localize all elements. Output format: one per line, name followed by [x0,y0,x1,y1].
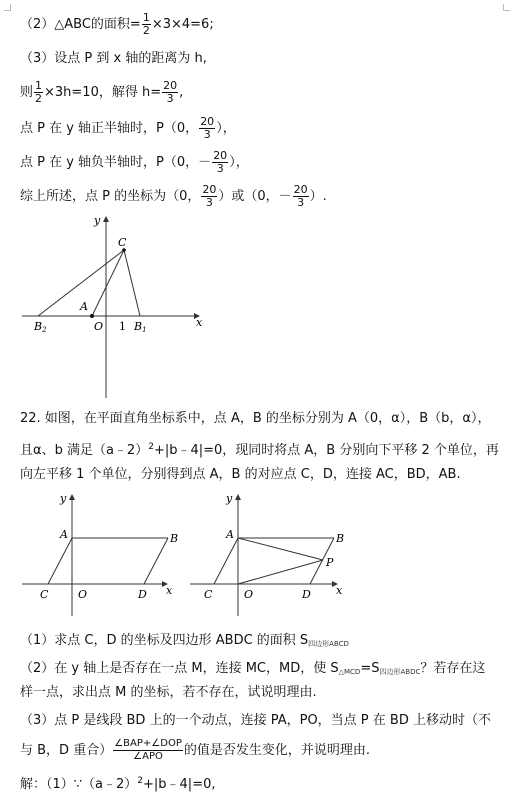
label-a: A [60,528,68,541]
label-c: C [118,236,127,249]
subscript: 四边形ABCD [308,640,349,648]
segment-a-c [48,538,72,584]
subscript: 四边形ABDC [379,668,421,676]
text-line-conclusion [20,184,327,209]
text-segment: 的值是否发生变化，并说明理由. [183,743,370,758]
superscript: 2 [148,442,154,452]
fraction-numerator: 20 [163,79,178,92]
label-p: P [326,556,334,569]
label-y: y [94,214,101,227]
y-axis-arrow [103,216,109,222]
text-segment: 与 B，D 重合） [20,743,113,758]
label-b: B [170,532,179,545]
crop-mark-top-left [4,4,11,11]
fraction-half [34,80,43,105]
text-segment: 且α、b 满足（a﹣2） [20,443,149,458]
text-segment: ？若存在这 [420,661,486,676]
text-segment: ）， [216,121,236,136]
fraction-20-3 [199,116,215,141]
fraction-denominator: 3 [166,92,174,105]
q22-sub3-cont [20,738,370,763]
fraction-numerator: 20 [293,183,308,196]
q22-line2 [20,438,499,460]
fraction-denominator: 2 [142,24,150,37]
text-segment: , [179,85,184,100]
text-segment: ）. [309,189,327,204]
fraction-numerator: 20 [200,115,215,128]
fraction-20-3 [162,80,178,105]
fraction-denominator: 3 [297,196,305,209]
text-segment: ×3×4=6; [151,17,214,32]
label-one: 1 [119,320,126,333]
text-segment: （2）△ABC的面积= [20,17,141,32]
text-segment: =S [360,661,380,676]
label-a: A [80,300,88,313]
text-line-positive [20,116,236,141]
fraction-angles [113,738,183,763]
label-x: x [196,316,203,329]
y-axis-arrow [69,494,75,500]
text-line-area [20,12,214,37]
q22-sub3: （3）点 P 是线段 BD 上的一个动点，连接 PA，PO，当点 P 在 BD 上移动时（不 [20,713,491,728]
fraction-numerator: 1 [142,11,150,24]
text-line-solve-h [20,80,183,105]
segment-b-d [144,538,168,584]
q22-sub1 [20,632,349,653]
text-segment: 综上所述，点 P 的坐标为（0， [20,189,201,204]
label-x: x [166,584,173,597]
text-segment: 解：（1）∵（a﹣2） [20,777,138,792]
solution-line [20,772,216,794]
q22-sub2 [20,660,485,681]
label-b2: B2 [34,320,47,334]
label-o: O [94,320,104,333]
label-d: D [302,588,311,601]
figure-triangle-abc [20,212,210,400]
text-segment: （2）在 y 轴上是否存在一点 M，连接 MC，MD，使 S [20,661,339,676]
label-y: y [226,492,233,505]
label-a: A [226,528,234,541]
text-segment: （1）求点 C，D 的坐标及四边形 ABDC 的面积 S [20,633,309,648]
fraction-denominator: 3 [216,162,224,175]
text-segment: ）， [229,155,249,170]
subscript: △MCD [338,668,361,676]
y-axis-arrow [235,494,241,500]
text-segment: ）或（0，－ [218,189,292,204]
label-o: O [78,588,88,601]
segment-a-c [214,538,238,584]
fraction-numerator: 20 [202,183,217,196]
figure-parallelogram-with-p [188,490,358,620]
label-x: x [336,584,343,597]
fraction-denominator: 3 [205,196,213,209]
q22-line1: 22. 如图，在平面直角坐标系中，点 A，B 的坐标分别为 A（0，α），B（b，α）， [20,411,491,426]
point-a [90,314,94,318]
fraction-20-3 [293,184,309,209]
fraction-numerator: ∠BAP+∠DOP [114,738,182,749]
label-b: B [336,532,345,545]
segment-a-p [238,538,323,560]
label-d: D [138,588,147,601]
label-c: C [40,588,49,601]
text-segment: +|b﹣4|=0，现同时将点 A，B 分别向下平移 2 个单位，再 [153,443,499,458]
q22-line3: 向左平移 1 个单位，分别得到点 A，B 的对应点 C，D，连接 AC，BD，AB. [20,467,461,482]
fraction-numerator: 20 [213,149,228,162]
crop-mark-top-right [503,4,510,11]
text-segment: 则 [20,85,34,100]
fraction-denominator: 3 [203,128,211,141]
label-o: O [244,588,254,601]
text-segment: ×3h=10，解得 h= [44,85,162,100]
label-c: C [204,588,213,601]
text-segment: 点 P 在 y 轴负半轴时，P（0，－ [20,155,212,170]
text-line-negative [20,150,249,175]
fraction-20-3 [201,184,217,209]
q22-sub2-cont: 样一点，求出点 M 的坐标，若不存在，试说明理由. [20,685,317,700]
figure-parallelogram [20,490,180,620]
segment-c-b1 [124,250,140,316]
text-segment: 点 P 在 y 轴正半轴时，P（0， [20,121,199,136]
fraction-half [142,12,151,37]
segment-o-p [238,560,323,584]
superscript: 2 [137,776,144,786]
text-segment: +|b﹣4|=0, [143,777,216,792]
fraction-denominator: ∠APO [133,751,163,762]
text-line-distance: （3）设点 P 到 x 轴的距离为 h, [20,51,207,66]
fraction-denominator: 2 [35,92,43,105]
fraction-numerator: 1 [35,79,43,92]
label-y: y [60,492,67,505]
fraction-20-3 [212,150,228,175]
label-b1: B1 [134,320,147,334]
segment-a-c [92,250,124,316]
